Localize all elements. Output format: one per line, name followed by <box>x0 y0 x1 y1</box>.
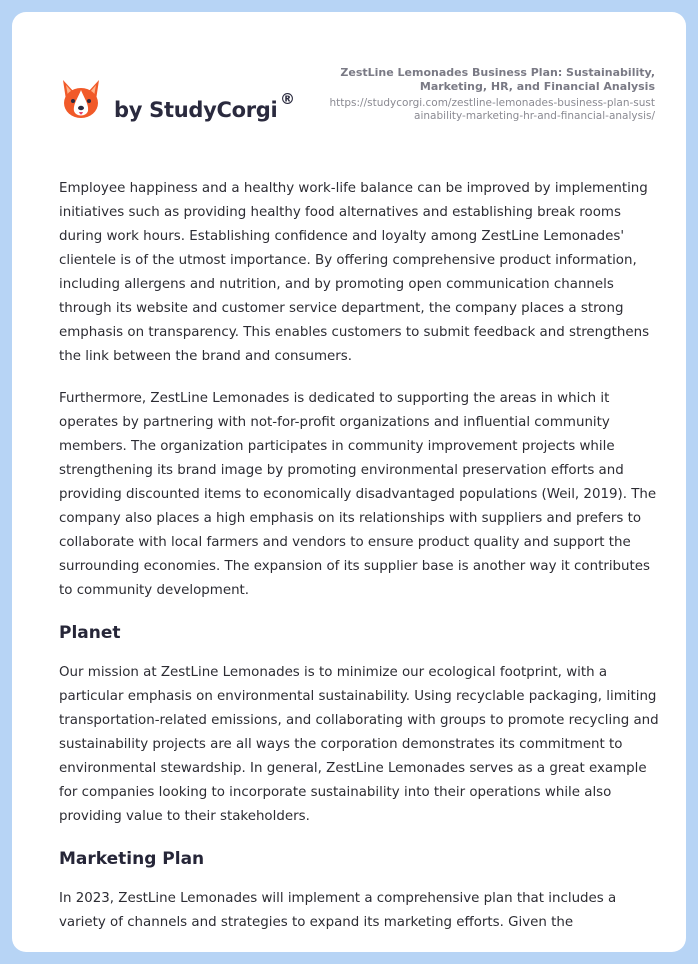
document-body <box>59 177 659 952</box>
document-title: ZestLine Lemonades Business Plan: Sustainability, Marketing, HR, and Financial Analysis <box>340 66 655 93</box>
paragraph: Our mission at ZestLine Lemonades is to minimize our ecological footprint, with a particular emphasis on environmental sustainability. Using recyclable packaging, limiting transportation-related emissions, and collaborating with groups to promote recycling and sustainability projects are all ways the corporation demonstrates its commitment to environmental stewardship. In general, ZestLine Lemonades serves as a great example for companies looking to incorporate sustainability into their operations while also providing value to their stakeholders. <box>59 665 659 824</box>
studycorgi-logo[interactable] <box>60 76 320 136</box>
section-heading-marketing-plan: Marketing Plan <box>59 849 205 869</box>
corgi-icon <box>60 76 102 122</box>
document-url[interactable]: https://studycorgi.com/zestline-lemonades-business-plan-sustainability-marketing-hr-and-financial-analysis/ <box>329 97 655 122</box>
document-page <box>12 12 686 952</box>
logo-text: by StudyCorgi <box>114 98 278 122</box>
paragraph: Employee happiness and a healthy work-life balance can be improved by implementing initiatives such as providing healthy food alternatives and establishing break rooms during work hours. Establishing confidence and loyalty among ZestLine Lemonades' clientele is of the utmost importance. By offering comprehensive product information, including allergens and nutrition, and by promoting open communication channels through its website and customer service department, the company places a strong emphasis on transparency. This enables customers to submit feedback and strengthens the link between the brand and consumers. <box>59 181 650 364</box>
paragraph: Furthermore, ZestLine Lemonades is dedicated to supporting the areas in which it operates by partnering with not-for-profit organizations and influential community members. The organization participates in community improvement projects while strengthening its brand image by promoting environmental preservation efforts and providing discounted items to economically disadvantaged populations (Weil, 2019). The company also places a high emphasis on its relationships with suppliers and prefers to collaborate with local farmers and vendors to ensure product quality and support the surrounding economies. The expansion of its supplier base is another way it contributes to community development. <box>59 391 657 598</box>
registered-mark: ® <box>280 90 295 108</box>
paragraph: In 2023, ZestLine Lemonades will implement a comprehensive plan that includes a variety of channels and strategies to expand its marketing efforts. Given the <box>59 891 617 930</box>
document-meta <box>325 66 655 123</box>
section-heading-planet: Planet <box>59 623 121 643</box>
